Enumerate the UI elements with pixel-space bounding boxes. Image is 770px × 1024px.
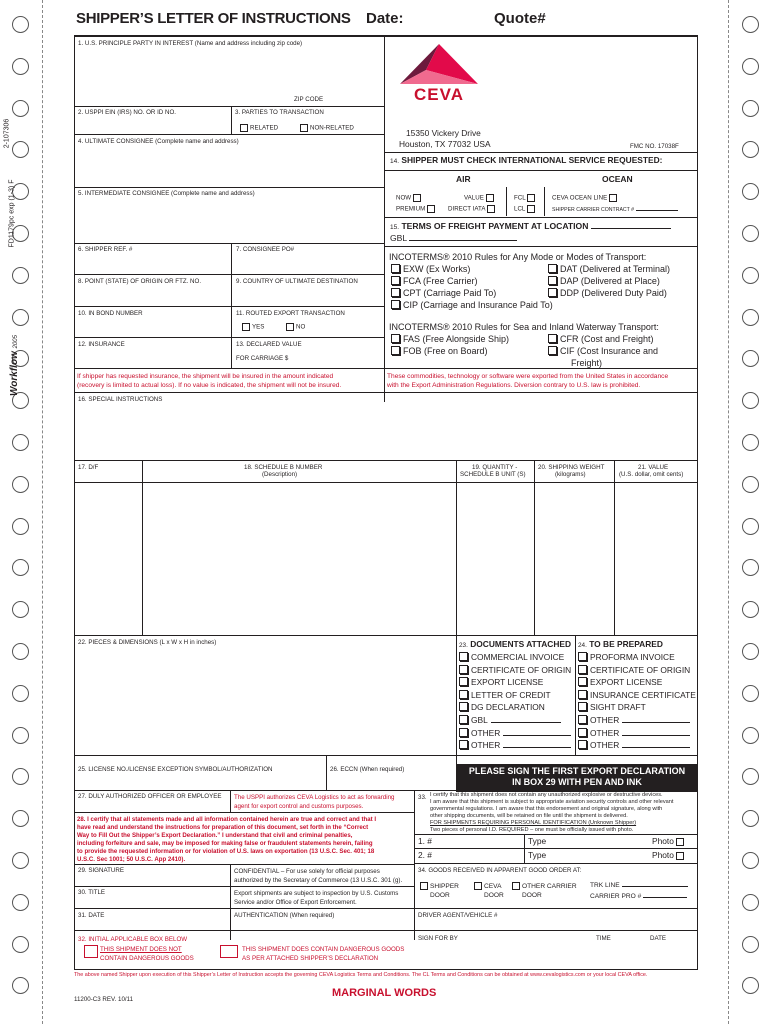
feed-hole-left [12, 434, 29, 451]
feed-hole-right [742, 58, 759, 75]
incoterm-exw[interactable] [391, 264, 470, 275]
date-label-bottom: DATE [650, 935, 667, 942]
sign-banner-line-1: PLEASE SIGN THE FIRST EXPORT DECLARATION [468, 766, 686, 776]
checkbox-icon [548, 264, 557, 273]
incoterm-fob[interactable] [391, 346, 488, 357]
field-19-sublabel: SCHEDULE B UNIT (S) [460, 471, 526, 478]
compliance-note-1: These commodities, technology or software were exported from the United States in accordance [387, 373, 669, 380]
id-1-label[interactable]: 1. # [418, 836, 432, 846]
field-7-label: 7. CONSIGNEE PO# [236, 246, 295, 253]
doc-attached-3[interactable] [459, 677, 543, 688]
write-in-line [622, 722, 690, 723]
doc-attached-7[interactable] [459, 728, 571, 739]
doc-prepared-2-label: CERTIFICATE OF ORIGIN [590, 664, 691, 675]
doc-prepared-1-label: PROFORMA INVOICE [590, 652, 675, 662]
field-22-label: 22. PIECES & DIMENSIONS (L x W x H in inches) [78, 639, 217, 646]
field-3-label: 3. PARTIES TO TRANSACTION [235, 109, 324, 116]
export-note-1: Export shipments are subject to inspection by U.S. Customs [234, 890, 399, 897]
field-12-label: 12. INSURANCE [78, 341, 125, 348]
id-2-photo-label: Photo [652, 850, 674, 860]
feed-hole-left [12, 727, 29, 744]
field-15-label [390, 221, 671, 233]
carrier-contract-label: SHIPPER CARRIER CONTRACT # [552, 207, 635, 213]
ceva-ocean-line-label: CEVA OCEAN LINE [552, 194, 608, 202]
incoterm-fca[interactable] [391, 276, 478, 287]
feed-hole-left [12, 643, 29, 660]
field-13-label: 13. DECLARED VALUE [236, 341, 302, 348]
ocean-fcl-label: FCL [514, 194, 526, 202]
fmc-number: FMC NO. 17038F [630, 143, 679, 150]
checkbox-icon [459, 702, 468, 711]
checkbox-icon [578, 715, 587, 724]
incoterm-ddp-label: DDP (Delivered Duty Paid) [560, 288, 667, 298]
doc-prepared-3-label: EXPORT LICENSE [590, 677, 663, 688]
received-other-carrier-door: DOOR [522, 892, 542, 899]
carrier-contract-field[interactable] [552, 207, 678, 214]
feed-hole-left [12, 267, 29, 284]
field-9-label: 9. COUNTRY OF ULTIMATE DESTINATION [236, 278, 358, 285]
field-33-line-5: FOR SHIPMENTS REQUIRING PERSONAL IDENTIFICATION (Unknown Shipper) [430, 820, 637, 826]
field-33-number: 33. [418, 794, 427, 801]
field-20-sublabel: (kilograms) [555, 471, 586, 478]
field-20-label: 20. SHIPPING WEIGHT [538, 464, 605, 471]
doc-prepared-7[interactable] [578, 728, 690, 739]
doc-attached-6-label: GBL [471, 715, 488, 725]
field-14-text: SHIPPER MUST CHECK INTERNATIONAL SERVICE REQUESTED: [401, 155, 663, 165]
feed-hole-left [12, 518, 29, 535]
field-33-line-3: governmental regulations. I am aware that this endorsement and original signature, along with [430, 806, 663, 812]
ocean-fcl-checkbox[interactable] [514, 194, 537, 202]
doc-prepared-6-label: OTHER [590, 715, 620, 725]
write-in-line [503, 735, 571, 736]
ocean-lcl-label: LCL [514, 205, 526, 213]
field-18-sublabel: (Description) [262, 471, 298, 478]
carrier-pro-field[interactable] [590, 893, 687, 900]
doc-prepared-6[interactable] [578, 715, 690, 726]
feed-hole-right [742, 685, 759, 702]
date-label[interactable]: Date: [366, 10, 404, 27]
field-2-label: 2. USPPI EIN (IRS) NO. OR ID NO. [78, 109, 176, 116]
checkbox-icon [578, 690, 587, 699]
field-21-sublabel: (U.S. dollar, omit cents) [619, 471, 684, 478]
feed-hole-left [12, 894, 29, 911]
incoterm-dat[interactable] [548, 264, 670, 275]
form-title: SHIPPER’S LETTER OF INSTRUCTIONS [76, 10, 351, 27]
right-tear-line [728, 0, 729, 1024]
feed-hole-right [742, 476, 759, 493]
checkbox-icon [578, 728, 587, 737]
doc-attached-4[interactable] [459, 690, 551, 701]
time-label: TIME [596, 935, 611, 942]
checkbox-icon [578, 702, 587, 711]
received-ceva-label: CEVA [484, 882, 502, 890]
doc-attached-8-label: OTHER [471, 740, 501, 751]
incoterm-ddp[interactable] [548, 288, 667, 299]
received-ceva-door: DOOR [484, 892, 504, 899]
insurance-note-2: (recovery is limited to actual loss). If no value is indicated, the shipment will not be insured. [77, 382, 342, 389]
field-33-line-2: I am aware that this shipment is subject to appropriate aviation security controls and other relevant [430, 799, 674, 805]
dg-checkbox[interactable] [220, 945, 238, 958]
insurance-note-1: If shipper has requested insurance, the shipment will be insured in the amount indicated [77, 373, 334, 380]
company-address-1: 15350 Vickery Drive [406, 128, 481, 138]
checkbox-icon [391, 300, 400, 309]
feed-hole-left [12, 768, 29, 785]
field-16-label: 16. SPECIAL INSTRUCTIONS [78, 396, 163, 403]
field-15-number: 15. [390, 224, 400, 231]
field-27-label: 27. DULY AUTHORIZED OFFICER OR EMPLOYEE [78, 793, 222, 800]
side-code-2: FD1179pc exp (1-3) F [8, 179, 16, 248]
feed-hole-right [742, 350, 759, 367]
routed-no-label: NO [296, 323, 306, 331]
feed-hole-left [12, 141, 29, 158]
routed-no-checkbox[interactable] [286, 323, 305, 331]
incoterm-cfr-label: CFR (Cost and Freight) [560, 334, 654, 344]
received-other-carrier-checkbox[interactable] [512, 882, 577, 890]
checkbox-icon [391, 288, 400, 297]
checkbox-icon [391, 276, 400, 285]
field-32-label: 32. INITIAL APPLICABLE BOX BELOW [78, 936, 188, 943]
marginal-words: MARGINAL WORDS [332, 987, 437, 999]
field-27-note-2: agent for export control and customs purposes. [234, 803, 364, 810]
field-28-line-3: Way to Fill Out the Shipper’s Export Declaration.” I understand that civil and criminal penalties, [77, 832, 353, 839]
authentication-label: AUTHENTICATION (When required) [234, 912, 335, 919]
checkbox-icon [459, 652, 468, 661]
checkbox-icon [391, 346, 400, 355]
doc-prepared-4[interactable] [578, 690, 696, 701]
field-26-label: 26. ECCN (When required) [330, 766, 405, 773]
checkbox-icon [459, 715, 468, 724]
ceva-ocean-line-checkbox[interactable] [552, 194, 619, 202]
write-in-line [503, 747, 571, 748]
trk-line-field[interactable] [590, 882, 688, 889]
doc-prepared-2[interactable] [578, 665, 690, 676]
non-related-checkbox[interactable] [300, 124, 354, 132]
checkbox-icon [459, 728, 468, 737]
feed-hole-left [12, 476, 29, 493]
checkbox-icon [578, 665, 587, 674]
id-1-photo-checkbox[interactable] [652, 836, 686, 847]
field-5-label: 5. INTERMEDIATE CONSIGNEE (Complete name and address) [78, 190, 255, 197]
feed-hole-right [742, 225, 759, 242]
feed-hole-left [12, 977, 29, 994]
doc-prepared-5[interactable] [578, 702, 646, 713]
received-other-carrier-label: OTHER CARRIER [522, 882, 577, 890]
not-dg-checkbox[interactable] [84, 945, 98, 958]
field-25-label: 25. LICENSE NO./LICENSE EXCEPTION SYMBOL/AUTHORIZATION [78, 766, 273, 773]
zip-code-label: ZIP CODE [294, 96, 324, 103]
id-2-label[interactable]: 2. # [418, 850, 432, 860]
feed-hole-left [12, 309, 29, 326]
incoterm-cpt[interactable] [391, 288, 496, 299]
id-1-type-label[interactable]: Type [528, 836, 547, 846]
write-in-line [491, 722, 561, 723]
export-note-2: Service and/or Office of Export Enforcement. [234, 899, 357, 906]
doc-attached-3-label: EXPORT LICENSE [471, 677, 544, 688]
feed-hole-right [742, 768, 759, 785]
feed-hole-left [12, 852, 29, 869]
workflow-year: 2005 [12, 335, 19, 349]
feed-hole-left [12, 559, 29, 576]
feed-hole-left [12, 100, 29, 117]
workflow-brand: Workflow [8, 351, 20, 396]
incoterm-exw-label: EXW (Ex Works) [403, 264, 471, 274]
form-number: 11200-C3 REV. 10/11 [74, 996, 134, 1003]
received-ceva-checkbox[interactable] [474, 882, 501, 890]
received-shipper-checkbox[interactable] [420, 882, 459, 890]
field-11-label: 11. ROUTED EXPORT TRANSACTION [236, 310, 345, 317]
quote-label[interactable]: Quote# [494, 10, 546, 27]
checkbox-icon [391, 264, 400, 273]
incoterms-heading-2: INCOTERMS® 2010 Rules for Sea and Inland Waterway Transport: [389, 322, 659, 332]
field-28-line-1: 28. I certify that all statements made and all information contained herein are true and correct and that I [77, 816, 377, 823]
incoterm-cif[interactable] [548, 346, 658, 357]
feed-hole-right [742, 141, 759, 158]
doc-attached-5[interactable] [459, 702, 545, 713]
incoterm-cif-line-2: Freight) [571, 358, 603, 368]
doc-attached-6[interactable] [459, 715, 561, 726]
feed-hole-left [12, 685, 29, 702]
form-body [74, 12, 698, 1012]
field-24-label [578, 639, 663, 651]
field-34-label: 34. GOODS RECEIVED IN APPARENT GOOD ORDER AT: [418, 867, 582, 874]
doc-attached-1[interactable] [459, 652, 564, 663]
incoterm-fca-label: FCA (Free Carrier) [403, 276, 478, 286]
field-23-label [459, 639, 571, 651]
field-30-label: 30. TITLE [78, 889, 106, 896]
air-direct-checkbox[interactable] [448, 205, 497, 213]
field-24-text: TO BE PREPARED [589, 639, 663, 649]
incoterm-fas-label: FAS (Free Alongside Ship) [403, 334, 510, 344]
air-heading: AIR [456, 174, 471, 184]
checkbox-icon [391, 334, 400, 343]
write-in-line [622, 747, 690, 748]
feed-hole-right [742, 977, 759, 994]
feed-hole-left [12, 16, 29, 33]
routed-yes-checkbox[interactable] [242, 323, 264, 331]
incoterm-dap-label: DAP (Delivered at Place) [560, 276, 660, 286]
field-1-label: 1. U.S. PRINCIPLE PARTY IN INTEREST (Name and address including zip code) [78, 40, 303, 47]
sign-banner [456, 764, 698, 792]
checkbox-icon [548, 276, 557, 285]
gbl-field[interactable] [390, 233, 517, 244]
feed-hole-right [742, 936, 759, 953]
doc-prepared-1[interactable] [578, 652, 675, 663]
checkbox-icon [548, 288, 557, 297]
field-6-label: 6. SHIPPER REF. # [78, 246, 133, 253]
ocean-lcl-checkbox[interactable] [514, 205, 537, 213]
doc-attached-5-label: DG DECLARATION [471, 702, 545, 713]
field-28-line-5: to provide the requested information or for violation of U.S. laws on exportation (13 U.S.C. Sec. 401; 18 [77, 848, 375, 855]
doc-prepared-7-label: OTHER [590, 727, 620, 738]
confidential-note-2: authorized by the Secretary of Commerce (13 U.S.C. 301 (g). [234, 877, 403, 884]
air-now-checkbox[interactable] [396, 194, 423, 202]
non-related-label: NON-RELATED [310, 124, 354, 132]
ocean-heading: OCEAN [602, 174, 633, 184]
related-label: RELATED [250, 124, 279, 132]
doc-prepared-3[interactable] [578, 677, 662, 688]
checkbox-icon [578, 740, 587, 749]
doc-attached-1-label: COMMERCIAL INVOICE [471, 652, 565, 662]
checkbox-icon [459, 677, 468, 686]
field-23-text: DOCUMENTS ATTACHED [470, 639, 572, 649]
air-value-label: VALUE [464, 194, 484, 202]
doc-prepared-8[interactable] [578, 740, 690, 751]
doc-attached-8[interactable] [459, 740, 571, 751]
checkbox-icon [459, 740, 468, 749]
workflow-logo [9, 335, 20, 396]
feed-hole-right [742, 852, 759, 869]
feed-hole-right [742, 894, 759, 911]
doc-prepared-4-label: INSURANCE CERTIFICATE [590, 689, 696, 700]
field-17-label: 17. D/F [78, 464, 99, 471]
routed-yes-label: YES [252, 323, 265, 331]
field-31-label: 31. DATE [78, 912, 105, 919]
checkbox-icon [578, 677, 587, 686]
field-33-line-1: I certify that this shipment does not contain any unauthorized explosive or destructive devices. [430, 792, 663, 798]
id-2-type-label[interactable]: Type [528, 850, 547, 860]
field-14-label [390, 155, 662, 167]
checkbox-icon [578, 652, 587, 661]
checkbox-icon [459, 665, 468, 674]
incoterm-cfr[interactable] [548, 334, 654, 345]
field-28-line-4: including forfeiture and sale, may be imposed for making false or fraudulent statements herein, failing [77, 840, 373, 847]
feed-hole-left [12, 810, 29, 827]
field-28-line-6: U.S.C. Sec 1001; 50 U.S.C. App 2410). [77, 856, 186, 863]
checkbox-icon [548, 346, 557, 355]
air-value-checkbox[interactable] [464, 194, 496, 202]
sign-banner-line-2: IN BOX 29 WITH PEN AND INK [512, 777, 642, 787]
incoterm-fas[interactable] [391, 334, 509, 345]
field-24-number: 24. [578, 642, 587, 649]
related-checkbox[interactable] [240, 124, 278, 132]
feed-hole-left [12, 601, 29, 618]
incoterm-cip-label: CIP (Carriage and Insurance Paid To) [403, 300, 553, 310]
driver-agent-label: DRIVER AGENT/VEHICLE # [418, 912, 498, 919]
sign-for-by-label: SIGN FOR BY [418, 935, 458, 942]
incoterm-dap[interactable] [548, 276, 660, 287]
feed-hole-right [742, 810, 759, 827]
dg-line-1: THIS SHIPMENT DOES CONTAIN DANGEROUS GOODS [242, 946, 405, 953]
incoterm-fob-label: FOB (Free on Board) [403, 346, 488, 356]
incoterm-dat-label: DAT (Delivered at Terminal) [560, 264, 671, 274]
confidential-note-1: CONFIDENTIAL – For use solely for official purposes [234, 868, 380, 875]
feed-hole-right [742, 392, 759, 409]
for-carriage-label: FOR CARRIAGE $ [236, 355, 289, 362]
field-14-number: 14. [390, 158, 400, 165]
dg-line-2: AS PER ATTACHED SHIPPER’S DECLARATION [242, 955, 379, 962]
feed-hole-right [742, 601, 759, 618]
feed-hole-right [742, 643, 759, 660]
air-now-label: NOW [396, 194, 412, 202]
checkbox-icon [459, 690, 468, 699]
field-10-label: 10. IN BOND NUMBER [78, 310, 143, 317]
incoterms-heading-1: INCOTERMS® 2010 Rules for Any Mode or Modes of Transport: [389, 252, 647, 262]
field-28-line-2: have read and understand the instructions for preparation of this document, set forth in the “Correct [77, 824, 369, 831]
doc-attached-4-label: LETTER OF CREDIT [471, 689, 551, 700]
carrier-pro-label: CARRIER PRO # [590, 893, 642, 900]
feed-hole-left [12, 58, 29, 75]
air-direct-label: DIRECT IATA [448, 205, 486, 213]
field-19-label: 19. QUANTITY - [472, 464, 518, 471]
feed-hole-right [742, 100, 759, 117]
air-premium-label: PREMIUM [396, 205, 426, 213]
not-dg-line-1: THIS SHIPMENT DOES NOT [100, 946, 182, 953]
compliance-note-2: with the Export Administration Regulations. Diversion contrary to U.S. law is prohibited. [387, 382, 641, 389]
field-29-label: 29. SIGNATURE [78, 867, 124, 874]
left-tear-line [42, 0, 43, 1024]
received-shipper-label: SHIPPER [430, 882, 459, 890]
field-23-number: 23. [459, 642, 468, 649]
field-33-line-6: Two pieces of personal I.D. REQUIRED – one must be officially issued with photo. [430, 827, 634, 833]
incoterm-cip[interactable] [391, 300, 553, 311]
checkbox-icon [548, 334, 557, 343]
company-address-2: Houston, TX 77032 USA [399, 139, 491, 149]
feed-hole-right [742, 16, 759, 33]
doc-prepared-8-label: OTHER [590, 740, 620, 751]
id-2-photo-checkbox[interactable] [652, 850, 686, 861]
feed-hole-right [742, 727, 759, 744]
feed-hole-right [742, 267, 759, 284]
incoterm-cif-label: CIF (Cost Insurance and [560, 346, 659, 356]
doc-attached-2[interactable] [459, 665, 571, 676]
air-premium-checkbox[interactable] [396, 205, 437, 213]
write-in-line [622, 735, 690, 736]
doc-attached-7-label: OTHER [471, 727, 501, 738]
field-27-note-1: The USPPI authorizes CEVA Logistics to act as forwarding [234, 794, 395, 801]
field-15-text: TERMS OF FREIGHT PAYMENT AT LOCATION [401, 221, 589, 231]
ceva-logo [394, 40, 484, 102]
gbl-label: GBL [390, 233, 407, 243]
field-33-line-4: other shipping documents, will be retained on file until the shipment is delivered. [430, 813, 628, 819]
feed-hole-right [742, 183, 759, 200]
id-1-photo-label: Photo [652, 836, 674, 846]
ceva-wordmark: CEVA [414, 85, 464, 102]
center-divider [384, 35, 385, 402]
terms-acceptance-note: The above named Shipper upon execution of this Shipper’s Letter of Instruction accepts the governing CEVA Logistics Terms and Conditions. The CL Terms and Conditions can be obtained at www.cevalogistics.com or your local CEVA office. [74, 972, 648, 978]
field-21-label: 21. VALUE [638, 464, 669, 471]
feed-hole-right [742, 434, 759, 451]
feed-hole-left [12, 936, 29, 953]
field-8-label: 8. POINT (STATE) OF ORIGIN OR FTZ. NO. [78, 278, 202, 285]
incoterm-cpt-label: CPT (Carriage Paid To) [403, 288, 497, 298]
field-18-label: 18. SCHEDULE B NUMBER [244, 464, 323, 471]
feed-hole-right [742, 518, 759, 535]
trk-line-label: TRK LINE [590, 882, 620, 889]
feed-hole-right [742, 559, 759, 576]
doc-prepared-5-label: SIGHT DRAFT [590, 702, 646, 713]
not-dg-line-2: CONTAIN DANGEROUS GOODS [100, 955, 194, 962]
field-4-label: 4. ULTIMATE CONSIGNEE (Complete name and address) [78, 138, 239, 145]
feed-hole-right [742, 309, 759, 326]
doc-attached-2-label: CERTIFICATE OF ORIGIN [471, 664, 572, 675]
received-shipper-door: DOOR [430, 892, 450, 899]
side-code-1: 2-107306 [3, 118, 11, 149]
